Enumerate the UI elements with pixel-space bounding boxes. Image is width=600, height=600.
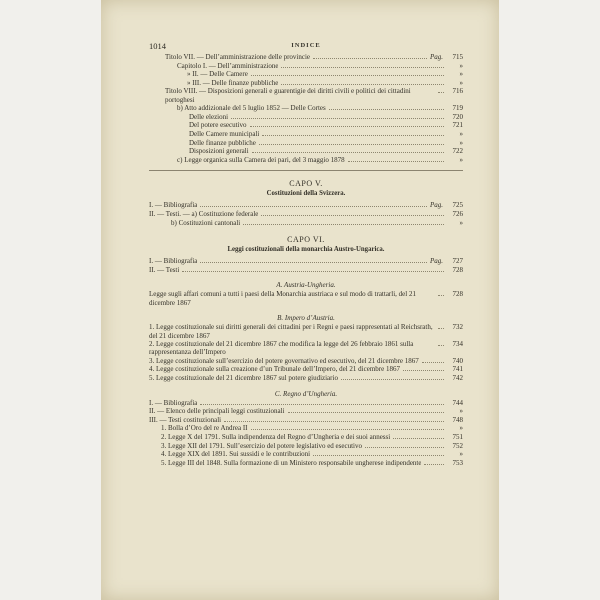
dot-leader	[438, 345, 444, 346]
page-ref: 728	[452, 265, 463, 274]
dot-leader	[281, 67, 444, 68]
section-title: B. Impero d’Austria.	[277, 314, 335, 323]
index-entry	[149, 290, 463, 307]
chapter-heading: Leggi costituzionali della monarchia Austro-Ungarica.	[227, 246, 385, 254]
index-entry	[149, 365, 463, 374]
page-ref: 744	[452, 398, 463, 407]
dot-leader	[438, 295, 444, 296]
page-prefix: Pag.	[429, 257, 443, 266]
index-block-austria-ungheria	[149, 290, 463, 307]
index-entry	[149, 266, 463, 275]
dot-leader	[250, 126, 444, 127]
chapter-caption: CAPO V.	[289, 179, 323, 189]
index-entry	[149, 210, 463, 219]
dot-leader	[341, 379, 444, 380]
page-number: 1014	[149, 41, 166, 51]
index-entry	[149, 433, 463, 442]
running-title: INDICE	[291, 42, 321, 49]
page-ref: 752	[452, 441, 463, 450]
page-ref: 720	[452, 112, 463, 121]
dot-leader	[251, 429, 445, 430]
page-ref: 742	[452, 373, 463, 382]
dot-leader	[224, 421, 444, 422]
entry-text: II. — Elenco delle principali leggi costituzionali	[149, 407, 285, 416]
page-ref: 727	[452, 257, 463, 266]
page-ref: 748	[452, 415, 463, 424]
index-entry	[149, 113, 463, 122]
page-ref: »	[459, 218, 463, 227]
index-entry	[149, 70, 463, 79]
dot-leader	[424, 464, 444, 465]
index-entry	[149, 424, 463, 433]
entry-text: Delle finanze pubbliche	[189, 138, 256, 147]
entry-text: b) Costituzioni cantonali	[171, 218, 241, 227]
entry-text: » II. — Delle Camere	[187, 70, 248, 79]
dot-leader	[313, 58, 427, 59]
entry-text: 5. Legge costituzionale del 21 dicembre 1867 sul potere giudiziario	[149, 373, 338, 382]
entry-text: Delle elezioni	[189, 112, 229, 121]
entry-text: 1. Bolla d’Oro del re Andrea II	[161, 424, 248, 433]
dot-leader	[182, 271, 444, 272]
page-prefix: Pag.	[429, 201, 443, 210]
dot-leader	[200, 262, 427, 263]
page-ref: 753	[452, 458, 463, 467]
page-ref: 751	[452, 432, 463, 441]
index-entry	[149, 416, 463, 425]
entry-text: 2. Legge costituzionale del 21 dicembre 1867 che modifica la legge del 26 febbraio 1861 sulla rappresentanza dell’Impero	[149, 339, 414, 357]
index-entry	[149, 201, 463, 210]
entry-text: 2. Legge X del 1791. Sulla indipendenza del Regno d’Ungheria e dei suoi annessi	[161, 432, 391, 441]
entry-text: I. — Bibliografia	[149, 201, 198, 210]
dot-leader	[438, 92, 444, 93]
page-ref: 726	[452, 209, 463, 218]
entry-text: 3. Legge costituzionale sull’esercizio del potere governativo ed esecutivo, del 21 dicembre 1867	[149, 356, 419, 365]
entry-text: II. — Testi	[149, 265, 180, 274]
page-ref: »	[459, 129, 463, 138]
entry-text: II. — Testi. — a) Costituzione federale	[149, 209, 259, 218]
dot-leader	[251, 75, 444, 76]
dot-leader	[231, 118, 444, 119]
dot-leader	[200, 404, 444, 405]
entry-text: 1. Legge costituzionale sui diritti generali dei cittadini per i Regni e paesi rappresentati al Reichsrath, del 21 dicembre 1867	[149, 323, 433, 340]
entry-text: 5. Legge III del 1848. Sulla formazione di un Ministero responsabile ungherese indipendente	[161, 458, 422, 467]
entry-text: » III. — Delle finanze pubbliche	[187, 78, 279, 87]
index-block-impero-austria	[149, 323, 463, 382]
index-entry	[149, 374, 463, 383]
entry-text: 4. Legge XIX del 1891. Sui sussidi e le contribuzioni	[161, 450, 311, 459]
index-block-switzerland	[149, 201, 463, 227]
dot-leader	[262, 135, 444, 136]
dot-leader	[348, 161, 444, 162]
entry-text: Capitolo I. — Dell’amministrazione	[177, 61, 279, 70]
index-entry	[149, 121, 463, 130]
chapter-caption: CAPO VI.	[287, 235, 325, 245]
entry-text: Titolo VII. — Dell’amministrazione delle provincie	[165, 53, 311, 61]
page-ref: 716	[452, 87, 463, 96]
index-entry	[149, 257, 463, 266]
dot-leader	[259, 144, 444, 145]
entry-text: c) Legge organica sulla Camera dei pari, del 3 maggio 1878	[177, 155, 345, 164]
page-ref: 740	[452, 356, 463, 365]
page-ref: »	[459, 424, 463, 433]
index-entry	[149, 442, 463, 451]
page-prefix: Pag.	[429, 53, 443, 61]
entry-text: b) Atto addizionale del 5 luglio 1852 — Delle Cortes	[177, 104, 326, 113]
entry-text: Titolo VIII. — Disposizioni generali e guarentigie dei diritti civili e politici dei cittadini portoghesi	[165, 87, 411, 104]
index-entry	[149, 87, 463, 104]
divider	[149, 170, 463, 171]
page-ref: »	[459, 138, 463, 147]
entry-text: Del potere esecutivo	[189, 121, 247, 130]
running-head	[149, 41, 463, 53]
dot-leader	[252, 152, 444, 153]
index-block-portugal	[149, 53, 463, 164]
entry-text: I. — Bibliografia	[149, 257, 198, 266]
index-content	[149, 41, 463, 467]
book-page	[101, 0, 499, 600]
entry-text: I. — Bibliografia	[149, 398, 198, 407]
page-ref: »	[459, 155, 463, 164]
page-ref: 734	[452, 339, 463, 348]
page-ref: 722	[452, 147, 463, 156]
dot-leader	[403, 370, 444, 371]
index-entry	[149, 340, 463, 357]
page-ref: 732	[452, 323, 463, 332]
dot-leader	[365, 447, 444, 448]
dot-leader	[261, 215, 444, 216]
dot-leader	[243, 224, 444, 225]
dot-leader	[393, 438, 444, 439]
index-entry	[149, 104, 463, 113]
entry-text: 4. Legge costituzionale sulla creazione d’un Tribunale dell’Impero, del 21 dicembre 1867	[149, 365, 400, 374]
page-ref: 728	[452, 290, 463, 299]
page-ref: »	[459, 450, 463, 459]
page-ref: 715	[452, 53, 463, 61]
entry-text: Delle Camere municipali	[189, 129, 260, 138]
dot-leader	[438, 328, 444, 329]
dot-leader	[288, 412, 445, 413]
index-entry	[149, 147, 463, 156]
index-entry	[149, 79, 463, 88]
page-ref: 721	[452, 121, 463, 130]
entry-text: Disposizioni generali	[189, 147, 249, 156]
dot-leader	[329, 109, 444, 110]
index-entry	[149, 399, 463, 408]
page-ref: »	[459, 70, 463, 79]
dot-leader	[313, 455, 444, 456]
index-entry	[149, 130, 463, 139]
page-ref: 725	[452, 201, 463, 210]
section-title: A. Austria-Ungheria.	[276, 281, 336, 290]
index-entry	[149, 53, 463, 62]
dot-leader	[200, 206, 427, 207]
page-ref: »	[459, 407, 463, 416]
page-ref: 719	[452, 104, 463, 113]
index-block-regno-ungheria	[149, 399, 463, 468]
dot-leader	[281, 84, 444, 85]
page-ref: »	[459, 78, 463, 87]
index-entry	[149, 323, 463, 340]
index-entry	[149, 139, 463, 148]
index-entry	[149, 62, 463, 71]
page-ref: »	[459, 61, 463, 70]
index-block-austria-hungary	[149, 257, 463, 274]
entry-text: 3. Legge XII del 1791. Sull’esercizio del potere legislativo ed esecutivo	[161, 441, 362, 450]
index-entry	[149, 450, 463, 459]
chapter-heading: Costituzioni della Svizzera.	[266, 190, 346, 198]
section-title: C. Regno d’Ungheria.	[274, 389, 338, 398]
index-entry	[149, 459, 463, 468]
index-entry	[149, 156, 463, 165]
entry-text: Legge sugli affari comuni a tutti i paesi della Monarchia austriaca e sul modo di trattarli, del 21 dicembre 1867	[149, 290, 416, 307]
entry-text: III. — Testi costituzionali	[149, 415, 222, 424]
index-entry	[149, 357, 463, 366]
dot-leader	[422, 362, 444, 363]
index-entry	[149, 219, 463, 228]
page-ref: 741	[452, 365, 463, 374]
index-entry	[149, 407, 463, 416]
